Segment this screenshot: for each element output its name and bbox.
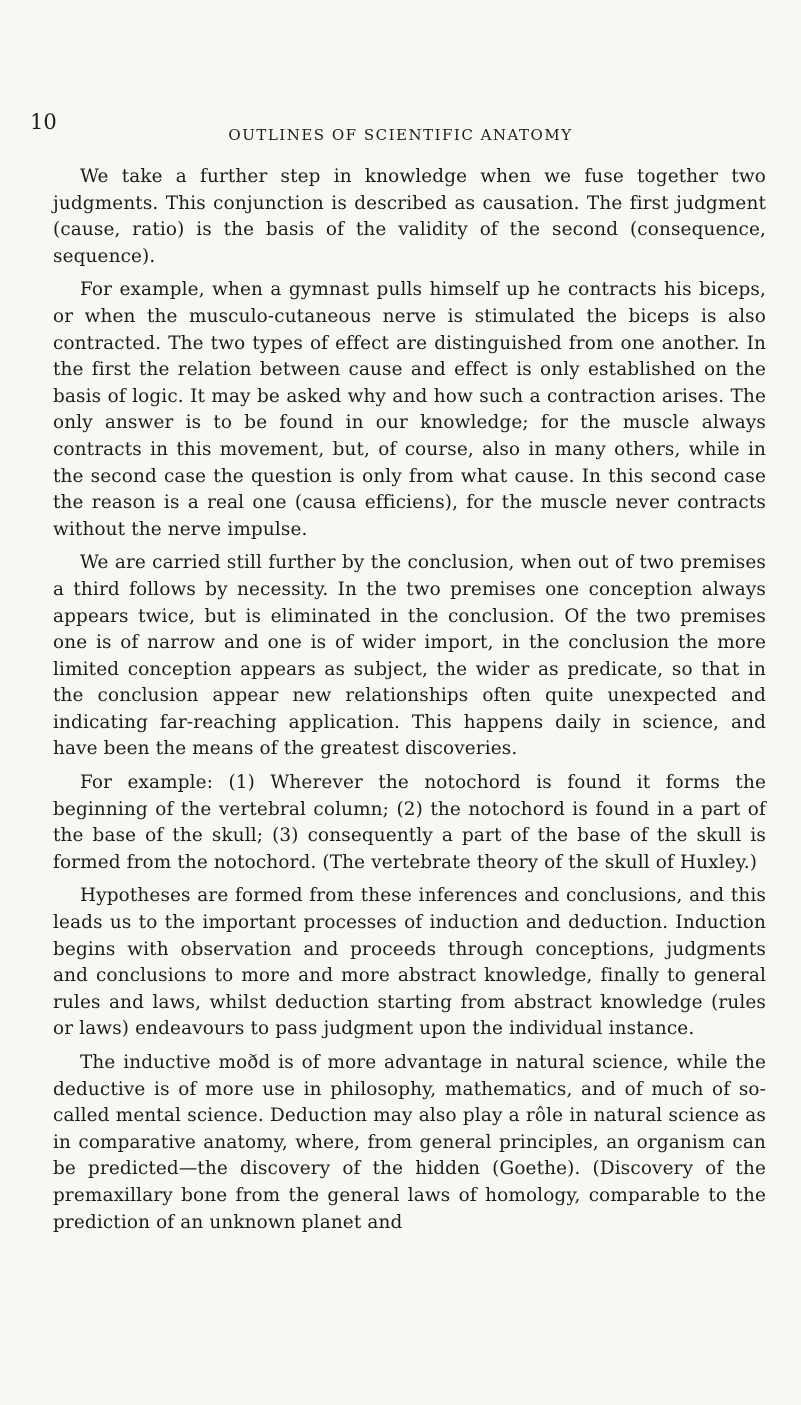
paragraph-hypotheses: Hypotheses are formed from these inferences and conclusions, and this leads us to the important processes of induction and deduction. Induction begins with observation and proceeds through conceptions, judgments and conclusions to more and more abstract knowledge, finally to general rules and laws, whilst deduction starting from abstract knowledge (rules or laws) endeavours to pass judgment upon the individual instance. xyxy=(53,885,766,1040)
paragraph-conclusion: We are carried still further by the conclusion, when out of two premises a third follows by necessity. In the two premises one conception always appears twice, but is eliminated in the conclusion. Of the two premises one is of narrow and one is of wider import, in the conclusion the more limited conception appears as subject, the wider as predicate, so that in the conclusion appear new relationships often quite unexpected and indicating far-reaching application. This happens daily in science, and have been the means of the greatest discoveries. xyxy=(53,552,766,760)
running-title: OUTLINES OF SCIENTIFIC ANATOMY xyxy=(228,126,573,144)
paragraph-notochord-example: For example: (1) Wherever the notochord is found it forms the beginning of the vertebral column; (2) the notochord is found in a part of the base of the skull; (3) consequently a part of the base of the skull is formed from the notochord. (The vertebrate theory of the skull of Huxley.) xyxy=(53,772,766,873)
paragraph-gymnast-example: For example, when a gymnast pulls himself up he contracts his biceps, or when the musculo-cutaneous nerve is stimulated the biceps is also contracted. The two types of effect are distinguished from one another. In the first the relation between cause and effect is only established on the basis of logic. It may be asked why and how such a contraction arises. The only answer is to be found in our knowledge; for the muscle always contracts in this movement, but, of course, also in many others, while in the second case the question is only from what cause. In this second case the reason is a real one (causa efficiens), for the muscle never contracts without the nerve impulse. xyxy=(53,279,766,540)
paragraph-inductive-method: The inductive moðd is of more advantage in natural science, while the deductive is of more use in philosophy, mathematics, and of much of so-called mental science. Deduction may also play a rôle in natural science as in comparative anatomy, where, from general principles, an organism can be predicted—the discovery of the hidden (Goethe). (Discovery of the premaxillary bone from the general laws of homology, comparable to the prediction of an unknown planet and xyxy=(53,1052,766,1233)
body-text xyxy=(53,164,766,1236)
page-number: 10 xyxy=(30,110,57,134)
paragraph-causation: We take a further step in knowledge when we fuse together two judgments. This conjunction is described as causation. The first judgment (cause, ratio) is the basis of the validity of the second (consequence, sequence). xyxy=(53,166,766,267)
